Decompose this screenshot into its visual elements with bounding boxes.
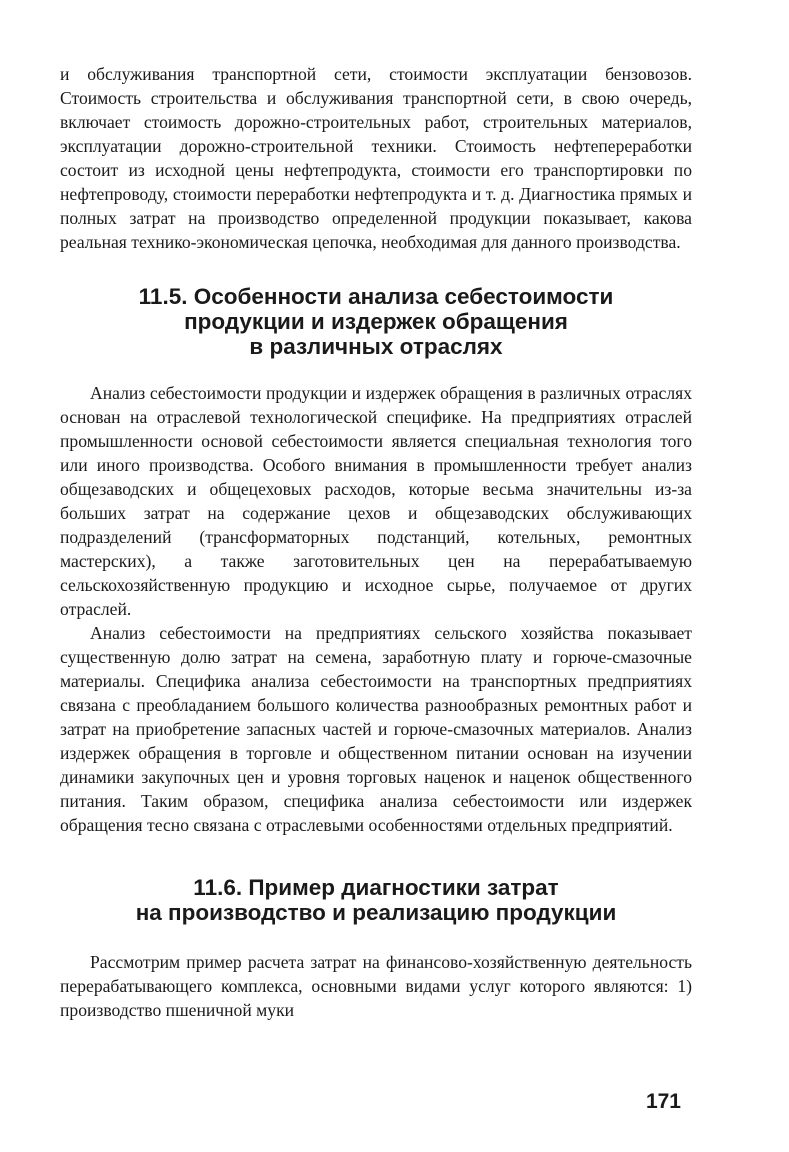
- paragraph-continuation: и обслуживания транспортной сети, стоимости эксплуатации бензовозов. Стоимость строительства и обслуживания транспортной сети, в свою очередь, включает стоимость дорожно-строительных работ, строительных материалов, эксплуатации дорожно-строительной техники. Стоимость нефтепереработки состоит из исходной цены нефтепродукта, стоимости его транспортировки по нефтепроводу, стоимости переработки нефтепродукта и т. д. Диагностика прямых и полных затрат на производство определенной продукции показывает, какова реальная технико-экономическая цепочка, необходимая для данного производства.: [60, 64, 692, 252]
- heading-line: 11.6. Пример диагностики затрат: [193, 875, 559, 900]
- page-content: [60, 62, 692, 1022]
- section-heading-11-5: [60, 284, 692, 359]
- page-number: 171: [645, 1090, 681, 1113]
- heading-line: в различных отраслях: [249, 334, 503, 359]
- section-heading-11-6: [60, 875, 692, 925]
- section-11-6-paragraph-1: Рассмотрим пример расчета затрат на финансово-хозяйственную деятельность перерабатывающего комплекса, основными видами услуг которого являются: 1) производство пшеничной муки: [60, 952, 692, 1020]
- section-11-5-paragraph-2: Анализ себестоимости на предприятиях сельского хозяйства показывает существенную долю затрат на семена, заработную плату и горюче-смазочные материалы. Специфика анализа себестоимости на транспортных предприятиях связана с преобладанием большого количества разнообразных ремонтных работ и затрат на приобретение запасных частей и горюче-смазочных материалов. Анализ издержек обращения в торговле и общественном питании основан на изучении динамики закупочных цен и уровня торговых наценок и наценок общественного питания. Таким образом, специфика анализа себестоимости или издержек обращения тесно связана с отраслевыми особенностями отдельных предприятий.: [60, 623, 692, 835]
- heading-line: 11.5. Особенности анализа себестоимости: [138, 284, 614, 309]
- section-11-5-paragraph-1: Анализ себестоимости продукции и издержек обращения в различных отраслях основан на отраслевой технологической специфике. На предприятиях отраслей промышленности основой себестоимости является специальная технология того или иного производства. Особого внимания в промышленности требует анализ общезаводских и общецеховых расходов, которые весьма значительны из-за больших затрат на содержание цехов и общезаводских обслуживающих подразделений (трансформаторных подстанций, котельных, ремонтных мастерских), а также заготовительных цен на перерабатываемую сельскохозяйственную продукцию и исходное сырье, получаемое от других отраслей.: [60, 383, 692, 619]
- heading-line: на производство и реализацию продукции: [135, 900, 617, 925]
- heading-line: продукции и издержек обращения: [184, 309, 568, 334]
